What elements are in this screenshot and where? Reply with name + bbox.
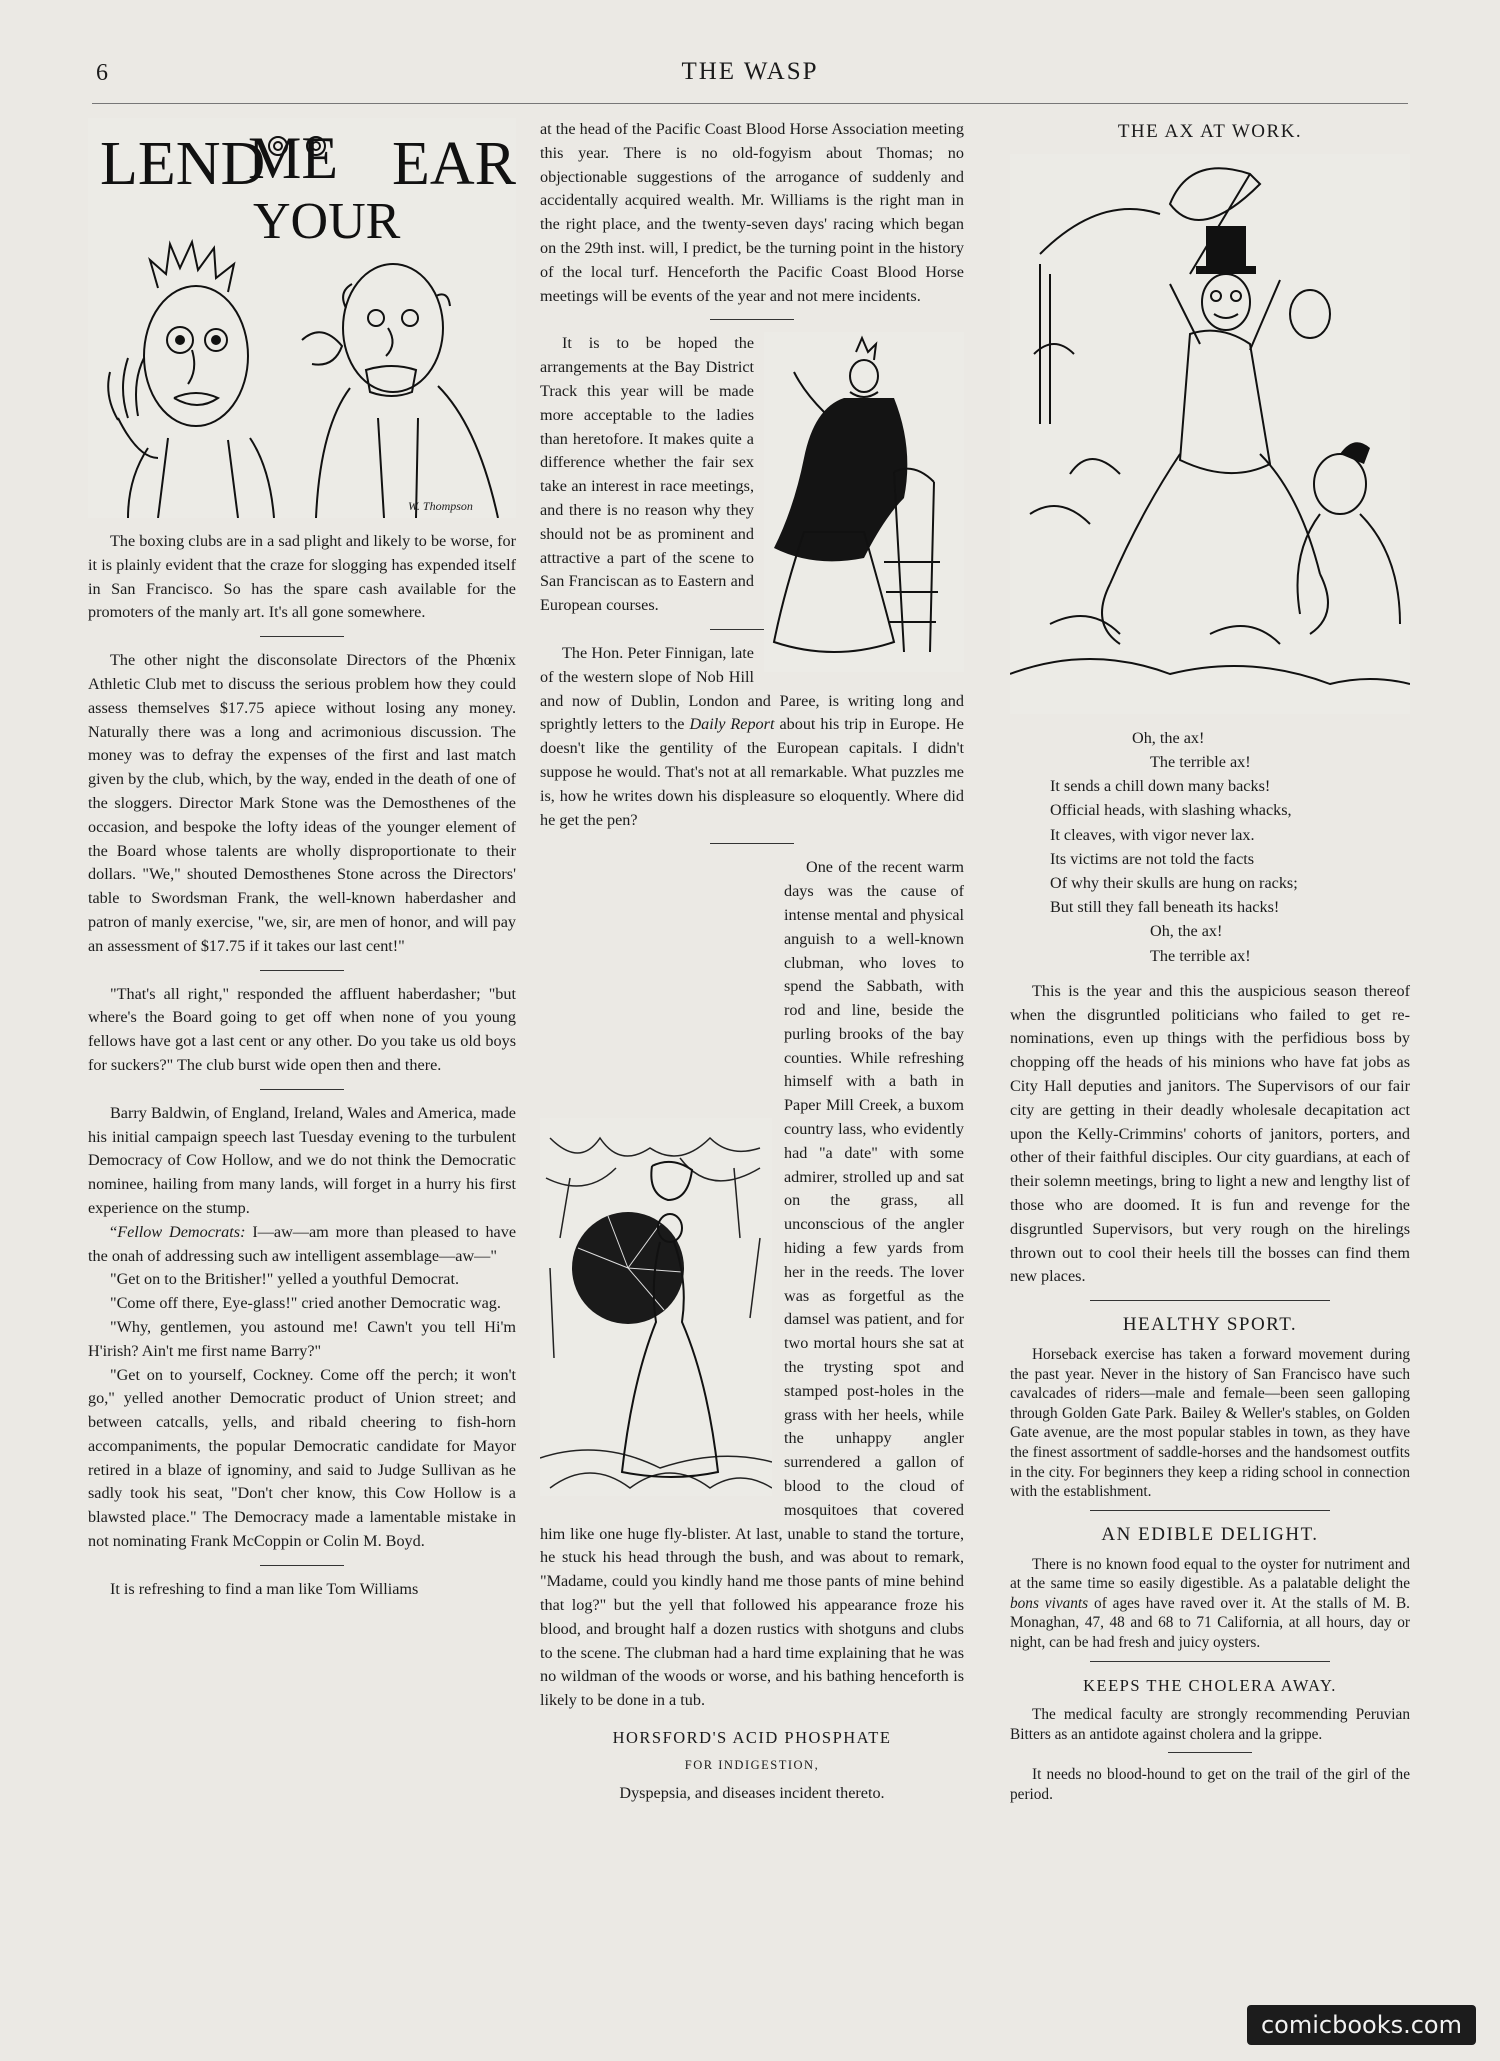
ax-poem [1010, 726, 1410, 968]
blood-hound-paragraph: It needs no blood-hound to get on the trail of the girl of the period. [1010, 1766, 1410, 1804]
finnigan-text-post: about his trip in Europe. He doesn't like the gentility of the European capitals. I didn't suppose he would. That's not at all remarkable. What puzzles me is, how he writes down his displeasure so eloquently. Where did he get the pen? [540, 715, 964, 829]
section-rule [1168, 1752, 1252, 1753]
cholera-paragraph: The medical faculty are strongly recommending Peruvian Bitters as an antidote against cholera and la grippe. [1010, 1706, 1410, 1743]
horsford-ad-text: Dyspepsia, and diseases incident thereto. [619, 1783, 885, 1802]
section-rule [260, 1089, 344, 1090]
oyster-text-post: of ages have raved over it. At the stalls of M. B. Monaghan, 47, 48 and 68 to 71 California, at all hours, day or night, can be had fresh and juicy oysters. [1010, 1594, 1410, 1651]
ax-paragraph: This is the year and this the auspicious season thereof when the disgruntled politicians who failed to get re-nominations, even up things with the perfidious boss by chopping off the heads of his minions who have fat jobs as City Hall deputies and janitors. The Supervisors of our fair city are getting in their deadly wholesale decapitation act upon the Kelly-Crimmins' cohorts of janitors, porters, and other of their faithful disciples. Our city guardians, at each of their solemn meetings, bring to light a new and lengthy list of those who are doomed. It is fun and revenge for the disgruntled Supervisors, but very rough on the hirelings thrown out to cool their heels till the bosses can find them new places. [1010, 981, 1410, 1286]
page-number: 6 [96, 60, 108, 86]
poem-line: The terrible ax! [1150, 946, 1251, 965]
boxing-clubs-paragraph: The boxing clubs are in a sad plight and likely to be worse, for it is plainly evident that the craze for slogging has expended itself in San Francisco. So has the spare cash available for the promoters of the manly art. It's all gone somewhere. [88, 532, 516, 622]
fellow-democrats-italic: Fellow Democrats: [117, 1222, 246, 1241]
ax-cartoon-drawing [1010, 154, 1410, 714]
poem-line: Its victims are not told the facts [1050, 849, 1255, 868]
poem-line: Official heads, with slashing whacks, [1050, 801, 1292, 820]
bons-vivants-italic: bons vivants [1010, 1594, 1089, 1612]
lady-with-parasol-illustration [540, 1118, 772, 1496]
lend-me-your-ear-illustration [88, 118, 516, 518]
haberdasher-paragraph: "That's all right," responded the affluent haberdasher; "but where's the Board going to get off when none of you young fellows have got a last cent or any other. Do you take us old boys for suckers?" The club burst wide open then and there. [88, 984, 516, 1074]
column-1 [88, 118, 516, 1613]
poem-line: It cleaves, with vigor never lax. [1050, 825, 1255, 844]
section-rule [710, 319, 794, 320]
cholera-heading: KEEPS THE CHOLERA AWAY. [1083, 1675, 1337, 1695]
title-word-me: ME [248, 125, 338, 191]
section-rule [260, 636, 344, 637]
title-word-ear: EAR [392, 130, 516, 198]
ax-at-work-illustration [1010, 154, 1410, 714]
edible-delight-paragraph [1010, 1555, 1410, 1653]
tom-williams-paragraph: It is refreshing to find a man like Tom Williams [110, 1579, 419, 1598]
poem-line: It sends a chill down many backs! [1050, 777, 1271, 796]
watermark-logo: comicbooks.com [1247, 2005, 1476, 2045]
poem-line: The terrible ax! [1150, 753, 1251, 771]
poem-line: Of why their skulls are hung on racks; [1050, 874, 1298, 893]
britisher-paragraph: "Get on to the Britisher!" yelled a youthful Democrat. [110, 1270, 460, 1289]
seated-lady-drawing [764, 332, 964, 672]
angler-paragraph: One of the recent warm days was the cause of intense mental and physical anguish to a well-known clubman, who loves to spend the Sabbath, with rod and line, beside the purling brooks of the bay counties. While refreshing himself with a bath in Paper Mill Creek, a buxom country lass, who evidently had "a date" with some admirer, strolled up and sat on the grass, all unconscious of the angler hiding a few yards from her in the reeds. The lover was as forgetful as the damsel was patient, and for two mortal hours she sat at the trysting spot and stamped post-holes in the grass with her heels, while the unhappy angler surrendered a gallon of blood to the cloud of mosquitoes that covered him like one huge fly-blister. At last, unable to stand the torture, he stuck his head through the bush, and was about to remark, "Madame, could you kindly hand me those pants of mine behind that log?" but the yell that followed his appearance froze his blood, and brought half a dozen rustics with shotguns and clubs to the scene. The clubman had a hard time explaining that he was no wildman of the woods or worse, and his bathing henceforth is likely to be done in a tub. [540, 858, 964, 1710]
section-rule [260, 1565, 344, 1566]
poem-line: But still they fall beneath its hacks! [1050, 898, 1280, 917]
bay-district-paragraph: It is to be hoped the arrangements at the Bay District Track this year will be made more acceptable to the ladies than heretofore. It makes quite a difference whether the fair sex take an interest in race meetings, and there is no reason why they should not be as prominent and attractive a part of the scene to San Franciscan as to Eastern and European courses. [540, 334, 754, 615]
blood-horse-paragraph: at the head of the Pacific Coast Blood Horse Association meeting this year. There is no old-fogyism about Thomas; no objectionable suggestions of the arrogance of suddenly and accidentally acquired wealth. Mr. Williams is the right man in the right place, and the twenty-seven days' racing which began on the 29th inst. will, I predict, be the turning point in the history of the local turf. Henceforth the Pacific Coast Blood Horse meetings will be events of the year and not mere incidents. [540, 120, 964, 305]
artist-signature: W. Thompson [408, 499, 473, 513]
cow-hollow-paragraph: "Get on to yourself, Cockney. Come off the perch; it won't go," yelled another Democratic product of Union street; and between catcalls, yells, and ribald cheering to fish-horn accompaniments, the popular Democratic candidate for Mayor retired in a blaze of ignominy, and said to Judge Sullivan as he sadly took his seat, "Don't cher know, this Cow Hollow is a blawsted place." The Democracy made a lamentable mistake in not nominating Frank McCoppin or Colin M. Boyd. [88, 1365, 516, 1551]
poem-line: Oh, the ax! [1150, 922, 1223, 941]
healthy-sport-heading: HEALTHY SPORT. [1122, 1314, 1298, 1336]
edible-delight-heading: AN EDIBLE DELIGHT. [1101, 1523, 1319, 1545]
healthy-sport-paragraph: Horseback exercise has taken a forward movement during the past year. Never in the history of San Francisco have such cavalcades of riders—male and female—been seen galloping through Golden Gate Park. Bailey & Weller's stables, on Golden Gate avenue, are the most popular stables in town, as they have the finest assortment of saddle-horses and the handsomest outfits in the city. For beginners they keep a riding school in connection with the establishment. [1010, 1345, 1410, 1501]
astound-paragraph: "Why, gentlemen, you astound me! Cawn't you tell Hi'm H'irish? Ain't me first name Barry?" [88, 1317, 516, 1360]
section-rule [710, 843, 794, 844]
lady-parasol-drawing [540, 1118, 772, 1496]
poem-line: Oh, the ax! [1132, 728, 1205, 747]
eye-glass-paragraph: "Come off there, Eye-glass!" cried another Democratic wag. [110, 1294, 501, 1313]
section-rule [1090, 1300, 1330, 1301]
ax-cartoon-title: THE AX AT WORK. [1117, 121, 1303, 142]
section-rule [1090, 1661, 1330, 1662]
column-3 [1010, 118, 1410, 1813]
section-rule [1090, 1510, 1330, 1511]
oyster-text-pre: There is no known food equal to the oyster for nutriment and at the same time so easily digestible. As a palatable delight the [1010, 1555, 1410, 1593]
phoenix-club-paragraph: The other night the disconsolate Directors of the Phœnix Athletic Club met to discuss the serious problem how they could assess themselves $17.75 apiece without losing any money. Naturally there was a long and acrimonious discussion. The money was to defray the expenses of the first and last match given by the club, which, by the way, ended in the death of one of the sloggers. Director Mark Stone was the Demosthenes of the occasion, and bespoke the lofty ideas of the younger element of the Board whose talents are wholly disproportionate to their dollars. "We," shouted Demosthenes Stone across the Directors' table to Swordsman Frank, the well-known haberdasher and patron of manly exercise, "we, sir, are men of honor, and will pay an assessment of $17.75 if it takes our last cent!" [88, 651, 516, 955]
title-word-lend: LEND [100, 130, 266, 198]
finnigan-text-pre: The Hon. Peter Finnigan, late of the western slope of Nob Hill and now of Dublin, London and Paree, is writing long and sprightly letters to the [540, 643, 964, 734]
barry-baldwin-paragraph: Barry Baldwin, of England, Ireland, Wales and America, made his initial campaign speech last Tuesday evening to the turbulent Democracy of Cow Hollow, and we do not think the Democratic nominee, hailing from many lands, will forget in a hurry his first experience on the stump. [88, 1103, 516, 1217]
header-rule [92, 103, 1408, 104]
masthead-title: THE WASP [681, 58, 819, 85]
fellow-democrats-paragraph: “Fellow Democrats: I—aw—am more than pleased to have the onah of addressing such aw intelligent assemblage—aw—" [88, 1222, 517, 1265]
horsford-ad-title: HORSFORD'S ACID PHOSPHATE [612, 1728, 892, 1747]
section-rule [260, 970, 344, 971]
title-word-your: YOUR [253, 193, 401, 250]
fellow-democrats-rest: I—aw—am more than pleased to have the onah of addressing such aw intelligent assemblage—aw—" [88, 1222, 517, 1265]
lend-me-your-ear-cartoon [88, 118, 516, 518]
daily-report-italic: Daily Report [689, 715, 775, 734]
horsford-ad-subtitle: FOR INDIGESTION, [684, 1757, 820, 1772]
column-2 [540, 118, 964, 1816]
seated-lady-illustration [764, 332, 964, 672]
